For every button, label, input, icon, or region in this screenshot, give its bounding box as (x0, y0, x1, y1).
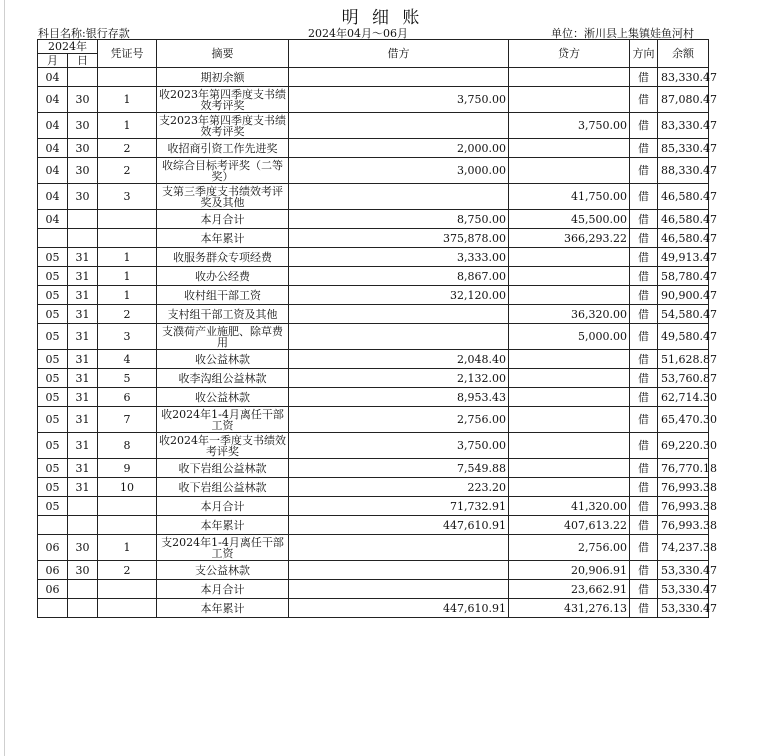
voucher-cell: 9 (98, 459, 157, 478)
day-cell (68, 516, 98, 535)
voucher-cell: 1 (98, 113, 157, 139)
credit-cell (509, 407, 630, 433)
day-cell: 30 (68, 184, 98, 210)
credit-cell (509, 433, 630, 459)
voucher-cell: 6 (98, 388, 157, 407)
month-cell: 05 (38, 433, 68, 459)
direction-cell: 借 (630, 350, 658, 369)
day-cell (68, 210, 98, 229)
day-cell: 30 (68, 113, 98, 139)
ledger-row (38, 229, 709, 248)
summary-cell: 收办公经费 (157, 267, 289, 286)
month-cell (38, 229, 68, 248)
summary-cell: 期初余额 (157, 68, 289, 87)
direction-cell: 借 (630, 561, 658, 580)
day-cell: 30 (68, 158, 98, 184)
direction-cell: 借 (630, 407, 658, 433)
direction-cell: 借 (630, 113, 658, 139)
voucher-cell: 1 (98, 535, 157, 561)
voucher-cell (98, 497, 157, 516)
credit-cell: 2,756.00 (509, 535, 630, 561)
summary-cell: 本月合计 (157, 497, 289, 516)
debit-cell: 8,750.00 (289, 210, 509, 229)
direction-cell: 借 (630, 158, 658, 184)
month-cell: 05 (38, 324, 68, 350)
balance-cell: 54,580.47 (658, 305, 709, 324)
voucher-cell: 3 (98, 184, 157, 210)
ledger-row (38, 87, 709, 113)
ledger-row (38, 388, 709, 407)
voucher-cell: 5 (98, 369, 157, 388)
credit-cell (509, 87, 630, 113)
summary-cell: 本月合计 (157, 580, 289, 599)
ledger-row (38, 580, 709, 599)
balance-cell: 46,580.47 (658, 229, 709, 248)
day-cell (68, 580, 98, 599)
ledger-period: 2024年04月～06月 (308, 27, 408, 40)
ledger-row (38, 248, 709, 267)
balance-cell: 46,580.47 (658, 184, 709, 210)
credit-cell (509, 388, 630, 407)
balance-cell: 76,993.38 (658, 497, 709, 516)
month-cell: 04 (38, 113, 68, 139)
ledger-row (38, 210, 709, 229)
direction-cell: 借 (630, 516, 658, 535)
balance-cell: 62,714.30 (658, 388, 709, 407)
direction-cell: 借 (630, 580, 658, 599)
voucher-cell (98, 229, 157, 248)
direction-cell: 借 (630, 478, 658, 497)
voucher-cell (98, 599, 157, 618)
direction-cell: 借 (630, 68, 658, 87)
day-cell: 31 (68, 286, 98, 305)
direction-header: 方向 (630, 40, 658, 68)
day-cell: 31 (68, 305, 98, 324)
credit-cell: 407,613.22 (509, 516, 630, 535)
voucher-cell (98, 516, 157, 535)
debit-cell (289, 113, 509, 139)
credit-cell: 366,293.22 (509, 229, 630, 248)
day-cell: 31 (68, 369, 98, 388)
debit-cell (289, 184, 509, 210)
credit-cell: 41,750.00 (509, 184, 630, 210)
day-cell (68, 229, 98, 248)
day-cell: 31 (68, 407, 98, 433)
day-cell: 30 (68, 87, 98, 113)
balance-cell: 83,330.47 (658, 113, 709, 139)
page-left-edge (4, 0, 5, 756)
balance-cell: 69,220.30 (658, 433, 709, 459)
summary-cell: 本月合计 (157, 210, 289, 229)
ledger-row (38, 561, 709, 580)
voucher-cell: 4 (98, 350, 157, 369)
credit-cell (509, 459, 630, 478)
credit-cell: 20,906.91 (509, 561, 630, 580)
day-cell: 31 (68, 388, 98, 407)
credit-cell (509, 248, 630, 267)
month-cell: 05 (38, 305, 68, 324)
ledger-table (37, 39, 717, 618)
ledger-row (38, 407, 709, 433)
direction-cell: 借 (630, 433, 658, 459)
summary-cell: 收服务群众专项经费 (157, 248, 289, 267)
balance-cell: 58,780.47 (658, 267, 709, 286)
day-header: 日 (68, 54, 98, 68)
voucher-cell: 1 (98, 267, 157, 286)
summary-cell: 收招商引资工作先进奖 (157, 139, 289, 158)
ledger-row (38, 497, 709, 516)
balance-header: 余额 (658, 40, 709, 68)
credit-cell (509, 267, 630, 286)
credit-cell (509, 478, 630, 497)
day-cell: 30 (68, 139, 98, 158)
ledger-row (38, 113, 709, 139)
balance-cell: 76,770.18 (658, 459, 709, 478)
month-cell: 06 (38, 580, 68, 599)
summary-cell: 收2024年1-4月离任干部工资 (157, 407, 289, 433)
voucher-cell: 2 (98, 158, 157, 184)
day-cell (68, 599, 98, 618)
ledger-row (38, 324, 709, 350)
ledger-row (38, 478, 709, 497)
credit-cell: 23,662.91 (509, 580, 630, 599)
ledger-row (38, 139, 709, 158)
ledger-body (38, 68, 717, 618)
debit-cell: 3,333.00 (289, 248, 509, 267)
debit-cell (289, 324, 509, 350)
debit-cell: 3,750.00 (289, 87, 509, 113)
ledger-row (38, 535, 709, 561)
day-cell: 30 (68, 535, 98, 561)
summary-cell: 本年累计 (157, 516, 289, 535)
debit-cell: 223.20 (289, 478, 509, 497)
summary-cell: 支2023年第四季度支书绩效考评奖 (157, 113, 289, 139)
direction-cell: 借 (630, 267, 658, 286)
year-header: 2024年 (38, 40, 98, 54)
summary-cell: 支2024年1-4月离任干部工资 (157, 535, 289, 561)
ledger-row (38, 305, 709, 324)
voucher-cell: 7 (98, 407, 157, 433)
summary-cell: 收下岩组公益林款 (157, 459, 289, 478)
balance-cell: 65,470.30 (658, 407, 709, 433)
day-cell: 31 (68, 459, 98, 478)
voucher-cell: 2 (98, 139, 157, 158)
ledger-unit: 单位：淅川县上集镇娃鱼河村 (551, 27, 694, 40)
debit-cell (289, 561, 509, 580)
day-cell: 31 (68, 433, 98, 459)
ledger-row (38, 433, 709, 459)
balance-cell: 53,330.47 (658, 580, 709, 599)
month-cell: 05 (38, 369, 68, 388)
month-cell: 05 (38, 388, 68, 407)
debit-cell: 3,750.00 (289, 433, 509, 459)
debit-cell (289, 580, 509, 599)
ledger-row (38, 158, 709, 184)
month-cell: 04 (38, 184, 68, 210)
summary-cell: 支村组干部工资及其他 (157, 305, 289, 324)
summary-cell: 收综合目标考评奖（二等奖） (157, 158, 289, 184)
voucher-cell: 2 (98, 305, 157, 324)
direction-cell: 借 (630, 497, 658, 516)
month-cell: 04 (38, 158, 68, 184)
direction-cell: 借 (630, 535, 658, 561)
debit-cell: 3,000.00 (289, 158, 509, 184)
credit-cell (509, 68, 630, 87)
summary-cell: 收村组干部工资 (157, 286, 289, 305)
balance-cell: 76,993.38 (658, 516, 709, 535)
credit-cell (509, 369, 630, 388)
debit-cell: 8,867.00 (289, 267, 509, 286)
debit-cell: 375,878.00 (289, 229, 509, 248)
voucher-cell: 3 (98, 324, 157, 350)
summary-cell: 本年累计 (157, 599, 289, 618)
balance-cell: 76,993.38 (658, 478, 709, 497)
voucher-cell: 2 (98, 561, 157, 580)
voucher-cell: 8 (98, 433, 157, 459)
subject-name: 科目名称:银行存款 (38, 27, 130, 40)
credit-cell: 36,320.00 (509, 305, 630, 324)
direction-cell: 借 (630, 388, 658, 407)
direction-cell: 借 (630, 324, 658, 350)
day-cell: 31 (68, 267, 98, 286)
summary-cell: 支第三季度支书绩效考评奖及其他 (157, 184, 289, 210)
month-cell: 06 (38, 561, 68, 580)
ledger-row (38, 286, 709, 305)
debit-cell: 8,953.43 (289, 388, 509, 407)
balance-cell: 88,330.47 (658, 158, 709, 184)
direction-cell: 借 (630, 286, 658, 305)
month-cell: 05 (38, 350, 68, 369)
month-cell (38, 516, 68, 535)
month-cell: 05 (38, 248, 68, 267)
balance-cell: 87,080.47 (658, 87, 709, 113)
ledger-row (38, 459, 709, 478)
voucher-cell: 1 (98, 248, 157, 267)
debit-cell (289, 68, 509, 87)
direction-cell: 借 (630, 87, 658, 113)
balance-cell: 90,900.47 (658, 286, 709, 305)
month-cell: 05 (38, 478, 68, 497)
month-cell: 05 (38, 407, 68, 433)
debit-cell: 32,120.00 (289, 286, 509, 305)
direction-cell: 借 (630, 229, 658, 248)
direction-cell: 借 (630, 459, 658, 478)
debit-cell (289, 305, 509, 324)
credit-cell (509, 158, 630, 184)
credit-cell: 3,750.00 (509, 113, 630, 139)
credit-header: 贷方 (509, 40, 630, 68)
ledger-row (38, 184, 709, 210)
balance-cell: 83,330.47 (658, 68, 709, 87)
debit-cell: 447,610.91 (289, 516, 509, 535)
balance-cell: 53,330.47 (658, 561, 709, 580)
debit-cell (289, 535, 509, 561)
ledger-row (38, 267, 709, 286)
debit-cell: 447,610.91 (289, 599, 509, 618)
credit-cell: 431,276.13 (509, 599, 630, 618)
month-header: 月 (38, 54, 68, 68)
voucher-cell (98, 210, 157, 229)
summary-cell: 收下岩组公益林款 (157, 478, 289, 497)
summary-cell: 收2023年第四季度支书绩效考评奖 (157, 87, 289, 113)
debit-cell: 71,732.91 (289, 497, 509, 516)
month-cell: 06 (38, 535, 68, 561)
credit-cell: 45,500.00 (509, 210, 630, 229)
summary-cell: 收公益林款 (157, 388, 289, 407)
summary-cell: 支公益林款 (157, 561, 289, 580)
summary-cell: 收李沟组公益林款 (157, 369, 289, 388)
credit-cell: 5,000.00 (509, 324, 630, 350)
balance-cell: 49,580.47 (658, 324, 709, 350)
voucher-cell: 1 (98, 87, 157, 113)
voucher-cell (98, 580, 157, 599)
month-cell: 05 (38, 459, 68, 478)
debit-cell: 2,132.00 (289, 369, 509, 388)
day-cell: 30 (68, 561, 98, 580)
day-cell: 31 (68, 350, 98, 369)
summary-header: 摘要 (157, 40, 289, 68)
direction-cell: 借 (630, 139, 658, 158)
month-cell: 05 (38, 286, 68, 305)
balance-cell: 74,237.38 (658, 535, 709, 561)
day-cell (68, 497, 98, 516)
credit-cell (509, 350, 630, 369)
day-cell (68, 68, 98, 87)
direction-cell: 借 (630, 369, 658, 388)
ledger-row (38, 68, 709, 87)
direction-cell: 借 (630, 210, 658, 229)
day-cell: 31 (68, 478, 98, 497)
debit-cell: 7,549.88 (289, 459, 509, 478)
month-cell: 05 (38, 497, 68, 516)
day-cell: 31 (68, 248, 98, 267)
balance-cell: 53,330.47 (658, 599, 709, 618)
ledger-row (38, 516, 709, 535)
voucher-cell: 10 (98, 478, 157, 497)
ledger-row (38, 369, 709, 388)
month-cell (38, 599, 68, 618)
voucher-cell (98, 68, 157, 87)
balance-cell: 46,580.47 (658, 210, 709, 229)
summary-cell: 收2024年一季度支书绩效考评奖 (157, 433, 289, 459)
summary-cell: 本年累计 (157, 229, 289, 248)
balance-cell: 53,760.87 (658, 369, 709, 388)
debit-cell: 2,756.00 (289, 407, 509, 433)
direction-cell: 借 (630, 305, 658, 324)
credit-cell (509, 286, 630, 305)
balance-cell: 85,330.47 (658, 139, 709, 158)
balance-cell: 49,913.47 (658, 248, 709, 267)
credit-cell (509, 139, 630, 158)
debit-header: 借方 (289, 40, 509, 68)
month-cell: 04 (38, 139, 68, 158)
direction-cell: 借 (630, 248, 658, 267)
credit-cell: 41,320.00 (509, 497, 630, 516)
ledger-title: 明 细 账 (341, 8, 424, 28)
summary-cell: 支濮荷产业施肥、除草费用 (157, 324, 289, 350)
month-cell: 04 (38, 68, 68, 87)
summary-cell: 收公益林款 (157, 350, 289, 369)
direction-cell: 借 (630, 184, 658, 210)
voucher-cell: 1 (98, 286, 157, 305)
month-cell: 05 (38, 267, 68, 286)
month-cell: 04 (38, 87, 68, 113)
balance-cell: 51,628.87 (658, 350, 709, 369)
ledger-row (38, 599, 709, 618)
ledger-row (38, 350, 709, 369)
voucher-header: 凭证号 (98, 40, 157, 68)
month-cell: 04 (38, 210, 68, 229)
debit-cell: 2,048.40 (289, 350, 509, 369)
direction-cell: 借 (630, 599, 658, 618)
debit-cell: 2,000.00 (289, 139, 509, 158)
day-cell: 31 (68, 324, 98, 350)
